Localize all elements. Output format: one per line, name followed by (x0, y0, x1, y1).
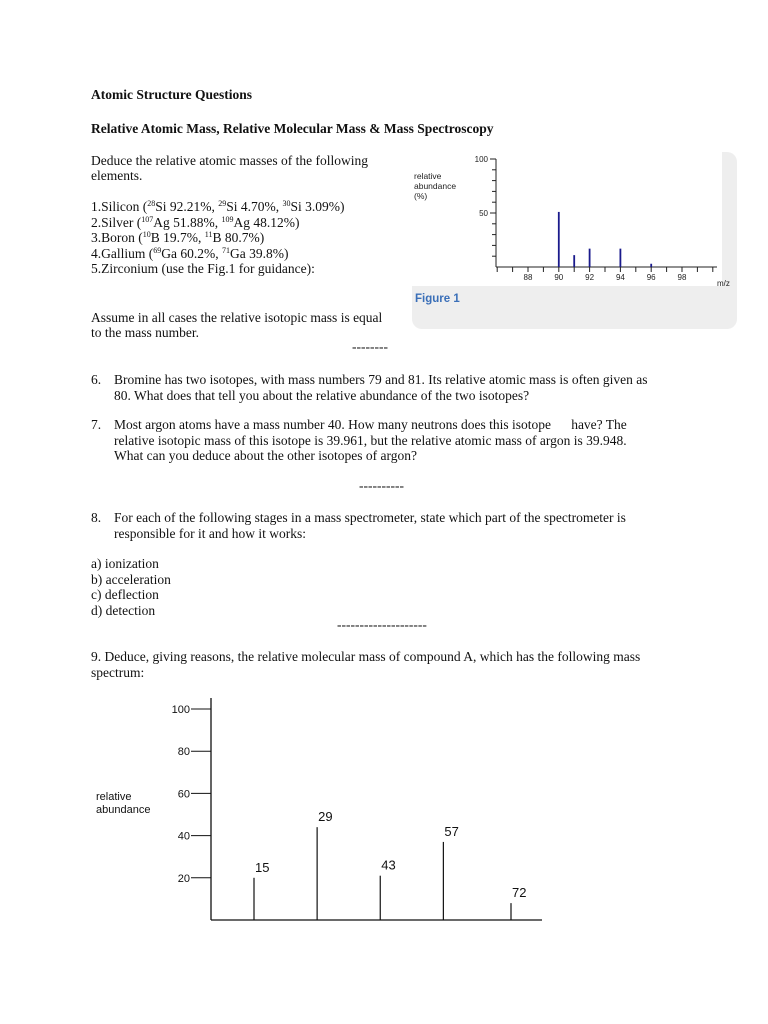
element-item: 2.Silver ($^{107}$Ag 51.88%, $^{109}$Ag 48.12%) (91, 214, 300, 230)
y-tick-label: 50 (479, 209, 488, 218)
question-6-number: 6. (91, 372, 102, 387)
question-8-number: 8. (91, 510, 102, 525)
x-tick-label: 98 (677, 273, 687, 282)
y-axis-label: abundance (96, 804, 151, 816)
question-9-line-1: 9. Deduce, giving reasons, the relative molecular mass of compound A, which has the following mass (91, 649, 641, 664)
element-item: 5.Zirconium (use the Fig.1 for guidance): (91, 261, 315, 276)
peak-label: 57 (444, 823, 459, 839)
peak-label: 15 (255, 859, 270, 875)
y-axis-label: relative (96, 791, 132, 803)
stage-list (91, 556, 171, 618)
peak-label: 43 (381, 857, 396, 873)
element-list (91, 199, 345, 277)
mass-number: 71 (222, 245, 230, 255)
element-item: 3.Boron ($^{10}$B 19.7%, $^{11}$B 80.7%) (91, 230, 265, 245)
stage-item: b) acceleration (91, 571, 171, 587)
mass-number: 30 (282, 199, 291, 208)
assume-line-1: Assume in all cases the relative isotopic mass is equal (91, 310, 383, 325)
y-tick-label: 40 (177, 830, 190, 843)
assume-line-2: to the mass number. (91, 325, 199, 340)
y-axis-label: (%) (414, 191, 428, 201)
y-tick-label: 60 (177, 788, 190, 801)
intro-line-2: elements. (91, 168, 143, 183)
question-6 (91, 372, 691, 403)
y-tick-label: 100 (171, 704, 190, 716)
element-items (91, 199, 345, 277)
question-6-line-2: 80. What does that tell you about the relative abundance of the two isotopes? (114, 387, 530, 403)
mass-number: 10 (142, 230, 151, 239)
question-8-line-1: For each of the following stages in a mass spectrometer, state which part of the spectrometer is (114, 510, 626, 525)
mass-number: 11 (204, 230, 213, 239)
mass-number: 107 (141, 214, 154, 224)
y-tick-label: 20 (177, 872, 190, 885)
y-axis-label: abundance (414, 181, 457, 191)
x-tick-label: 92 (585, 273, 595, 282)
mass-spectrum-chart (90, 690, 560, 930)
x-tick-label: 94 (615, 273, 625, 282)
x-tick-label: 96 (646, 273, 656, 282)
page-title: Atomic Structure Questions (91, 87, 252, 102)
y-tick-label: 100 (474, 155, 488, 164)
figure-1-chart (412, 152, 742, 292)
page-subtitle: Relative Atomic Mass, Relative Molecular Mass & Mass Spectroscopy (91, 121, 494, 136)
intro-line-1: Deduce the relative atomic masses of the following (91, 153, 369, 168)
question-8 (91, 510, 691, 541)
separator-3: -------------------- (337, 617, 427, 632)
question-6-line-1: Bromine has two isotopes, with mass numbers 79 and 81. Its relative atomic mass is often given as (114, 372, 648, 387)
element-item: 1.Silicon ($^{28}$Si 92.21%, $^{29}$Si 4.70%, $^{30}$Si 3.09%) (91, 199, 345, 214)
peak-label: 72 (512, 885, 527, 901)
y-tick-label: 80 (177, 746, 190, 759)
stage-item: d) detection (91, 602, 156, 618)
separator-2: ---------- (359, 478, 404, 493)
question-7 (91, 417, 691, 464)
y-axis-label: relative (414, 171, 442, 181)
mass-number: 109 (221, 214, 234, 224)
x-axis-label: m/z (717, 279, 730, 288)
x-tick-label: 90 (554, 273, 564, 282)
question-7-line-1: Most argon atoms have a mass number 40. How many neutrons does this isotope have? The (114, 417, 627, 432)
question-7-line-2: relative isotopic mass of this isotope is 39.961, but the relative atomic mass of argon is 39.948. (114, 432, 627, 448)
mass-number: 28 (147, 199, 156, 208)
question-7-number: 7. (91, 417, 102, 432)
question-9-line-2: spectrum: (91, 664, 145, 680)
stage-item: a) ionization (91, 556, 159, 571)
peak-label: 29 (318, 809, 333, 825)
figure-1-caption: Figure 1 (415, 293, 460, 305)
mass-number: 29 (218, 199, 227, 208)
separator-1: -------- (352, 339, 388, 354)
x-tick-label: 88 (523, 273, 533, 282)
element-item: 4.Gallium ($^{69}$Ga 60.2%, $^{71}$Ga 39.8%) (91, 245, 289, 261)
mass-number: 69 (153, 245, 162, 255)
question-9 (91, 649, 711, 680)
stage-item: c) deflection (91, 587, 159, 602)
question-7-line-3: What can you deduce about the other isotopes of argon? (114, 448, 418, 463)
question-8-line-2: responsible for it and how it works: (114, 525, 306, 541)
